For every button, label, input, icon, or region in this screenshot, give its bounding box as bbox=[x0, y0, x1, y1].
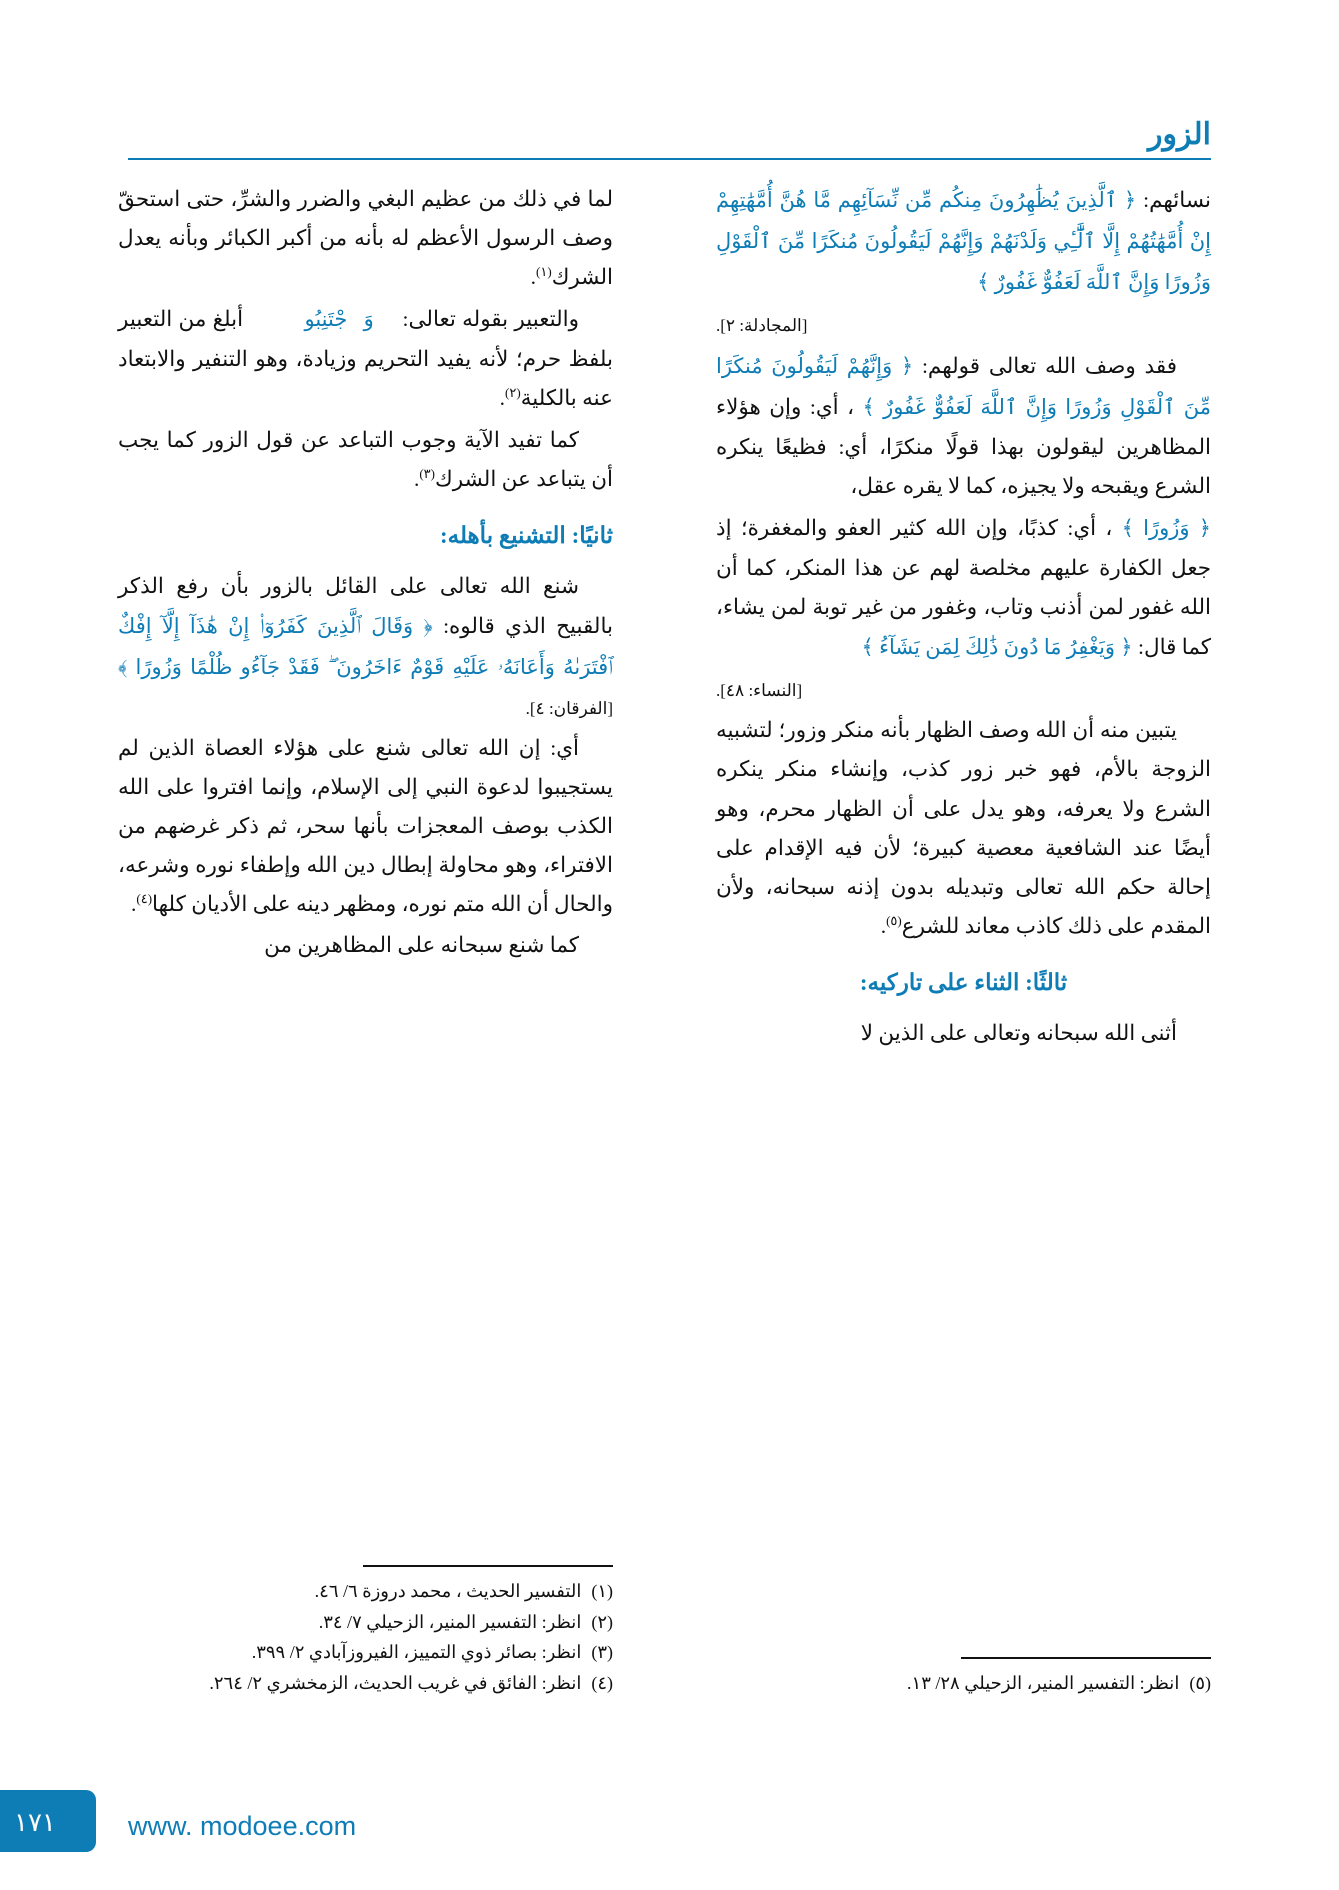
paragraph-text: لما في ذلك من عظيم البغي والضرر والشرِّ، حتى استحقّ وصف الرسول الأعظم له بأنه من أكبر الكبائر وبأنه يعدل الشرك bbox=[118, 187, 613, 290]
footnote-item bbox=[118, 1577, 613, 1606]
footnote-text: التفسير الحديث ، محمد دروزة ٦/ ٤٦. bbox=[314, 1580, 582, 1601]
footnote-number: (٣) bbox=[591, 1642, 613, 1663]
paragraph-text-after: ، أي: وإن هؤلاء المظاهرين ليقولون بهذا قولًا منكرًا، أي: فظيعًا ينكره الشرع ويقبحه ولا يجيزه، كما لا يقره عقل، bbox=[716, 394, 1211, 498]
quran-quote: ﴿ ٱلَّذِينَ يُظَٰهِرُونَ مِنكُم مِّن نِّسَآئِهِم مَّا هُنَّ أُمَّهَٰتِهِمْ إِنْ أُمَّهَٰتُهُمْ إِلَّا ٱلَّٰٓـِٔي وَلَدْنَهُمْ وَإِنَّهُمْ لَيَقُولُونَ مُنكَرًا مِّنَ ٱلْقَوْلِ وَزُورًا وَإِنَّ ٱللَّهَ لَعَفُوٌّ غَفُورٌ ﴾ bbox=[716, 188, 1211, 294]
paragraph bbox=[118, 729, 613, 925]
verse-reference-line bbox=[716, 670, 1211, 709]
paragraph bbox=[118, 180, 613, 297]
chapter-title: الزور bbox=[1147, 118, 1211, 151]
subheading: ثانيًا: التشنيع بأهله: bbox=[439, 522, 613, 548]
footnote-number: (٤) bbox=[591, 1673, 613, 1694]
paragraph: كما شنع سبحانه على المظاهرين من bbox=[264, 933, 579, 958]
page-number: ١٧١ bbox=[14, 1808, 56, 1837]
page-header bbox=[128, 120, 1211, 166]
subheading: ثالثًا: الثناء على تاركيه: bbox=[859, 970, 1068, 996]
paragraph-text: كما تفيد الآية وجوب التباعد عن قول الزور كما يجب أن يتباعد عن الشرك bbox=[118, 427, 613, 491]
footnote-marker: (١) bbox=[536, 264, 552, 280]
footnotes-right bbox=[716, 1657, 1211, 1700]
footnote-text: انظر: بصائر ذوي التمييز، الفيروزآبادي ٢/ ٣٩٩. bbox=[251, 1642, 582, 1663]
footnote-number: (١) bbox=[591, 1580, 613, 1601]
footnote-divider bbox=[363, 1565, 613, 1567]
paragraph-tail: . bbox=[499, 386, 506, 411]
column-right bbox=[716, 180, 1211, 1700]
footnote-text: انظر: التفسير المنير، الزحيلي ٧/ ٣٤. bbox=[318, 1611, 582, 1632]
footnote-divider bbox=[961, 1657, 1211, 1659]
quran-quote-second: ﴿ وَيَغْفِرُ مَا دُونَ ذَٰلِكَ لِمَن يَشَآءُ ﴾ bbox=[861, 635, 1133, 660]
paragraph-tail: . bbox=[530, 265, 537, 290]
column-left bbox=[118, 180, 613, 1700]
footnotes-left bbox=[118, 1565, 613, 1700]
paragraph-text: فقد وصف الله تعالى قولهم: bbox=[921, 353, 1177, 378]
paragraph-text: والتعبير بقوله تعالى: bbox=[402, 307, 580, 332]
footnote-number: (٢) bbox=[591, 1611, 613, 1632]
paragraph-lead: نسائهم: bbox=[1143, 188, 1211, 212]
footnote-number: (٥) bbox=[1189, 1673, 1211, 1694]
verse-reference: [النساء: ٤٨]. bbox=[716, 681, 803, 701]
paragraph-text: شنع الله تعالى على القائل بالزور بأن رفع الذكر بالقبيح الذي قالوه: bbox=[118, 573, 613, 638]
paragraph-tail: . bbox=[413, 466, 420, 491]
paragraph bbox=[716, 508, 1211, 668]
footnote-item bbox=[118, 1608, 613, 1637]
paragraph bbox=[118, 421, 613, 499]
paragraph bbox=[716, 346, 1211, 506]
column-right-text bbox=[716, 180, 1211, 1053]
quran-quote: ﴿ وَقَالَ ٱلَّذِينَ كَفَرُوٓا۟ إِنْ هَٰذَآ إِلَّآ إِفْكٌ ٱفْتَرَىٰهُ وَأَعَانَهُۥ عَلَيْهِ قَوْمٌ ءَاخَرُونَ ۖ فَقَدْ جَآءُو ظُلْمًا وَزُورًا ﴾ bbox=[118, 613, 613, 679]
paragraph-tail: . bbox=[131, 892, 137, 917]
header-divider bbox=[128, 158, 1211, 160]
footnote-item bbox=[716, 1669, 1211, 1698]
quran-quote: ﴿ وَإِنَّهُمْ لَيَقُولُونَ مُنكَرًا مِّنَ ٱلْقَوْلِ وَزُورًا وَإِنَّ ٱللَّهَ لَعَفُوٌّ غَفُورٌ ﴾ bbox=[716, 353, 1211, 419]
paragraph-text-after: ، أي: كذبًا، وإن الله كثير العفو والمغفرة؛ إذ جعل الكفارة عليهم مخلصة لهم عن هذا المنكر، كما أن الله غفور لمن أذنب وتاب، وغفور من غير توبة لمن يشاء، كما قال: bbox=[716, 516, 1211, 660]
column-left-text bbox=[118, 180, 613, 966]
footnote-item bbox=[118, 1669, 613, 1698]
paragraph: أثنى الله سبحانه وتعالى على الذين لا bbox=[860, 1020, 1177, 1045]
paragraph bbox=[716, 711, 1211, 946]
verse-reference: [الفرقان: ٤]. bbox=[525, 698, 613, 718]
paragraph-text: يتبين منه أن الله وصف الظهار بأنه منكر وزور؛ لتشبيه الزوجة بالأم، فهو خبر زور كذب، وإنشاء منكر ينكره الشرع ولا يعرفه، وهو يدل على أن الظهار محرم، وهو أيضًا عند الشافعية معصية كبيرة؛ لأن فيه الإقدام على إحالة حكم الله تعالى وتبديله بدون إذنه سبحانه، ولأن المقدم على ذلك كاذب معاند للشرع bbox=[716, 718, 1211, 938]
verse-reference: [المجادلة: ٢]. bbox=[716, 315, 808, 335]
paragraph-text-after: أبلغ من التعبير بلفظ حرم؛ لأنه يفيد التحريم وزيادة، وهو التنفير والابتعاد عنه بالكلية bbox=[118, 307, 613, 411]
paragraph-tail: . bbox=[880, 913, 887, 938]
footnote-text: انظر: التفسير المنير، الزحيلي ٢٨/ ١٣. bbox=[907, 1673, 1180, 1694]
footnote-marker: (٥) bbox=[886, 912, 902, 928]
footnote-item bbox=[118, 1638, 613, 1667]
paragraph bbox=[716, 180, 1211, 303]
footnote-marker: (٣) bbox=[419, 465, 435, 481]
paragraph-text: أي: إن الله تعالى شنع على هؤلاء العصاة الذين لم يستجيبوا لدعوة النبي إلى الإسلام، وإنما افتروا على الله الكذب بوصف المعجزات بأنها سحر، ثم ذكر غرضهم من الافتراء، وهو محاولة إبطال دين الله وإطفاء نوره وشرعه، والحال أن الله متم نوره، ومظهر دينه على الأديان كلها bbox=[118, 735, 613, 917]
footnote-marker: (٤) bbox=[136, 891, 153, 907]
page-footer bbox=[0, 1760, 1339, 1890]
footnote-text: انظر: الفائق في غريب الحديث، الزمخشري ٢/ ٢٦٤. bbox=[209, 1673, 582, 1694]
footnote-marker: (٢) bbox=[505, 385, 521, 401]
quran-quote: ﴿ وَٱجْتَنِبُوا۟ ﴾ bbox=[249, 307, 397, 332]
website-url[interactable]: www. modoee.com bbox=[128, 1811, 357, 1841]
two-column-body bbox=[118, 180, 1211, 1700]
paragraph bbox=[118, 567, 613, 727]
quran-quote: ﴿ وَزُورًا ﴾ bbox=[1121, 516, 1212, 541]
paragraph bbox=[118, 299, 613, 418]
verse-reference-line bbox=[716, 305, 1211, 344]
